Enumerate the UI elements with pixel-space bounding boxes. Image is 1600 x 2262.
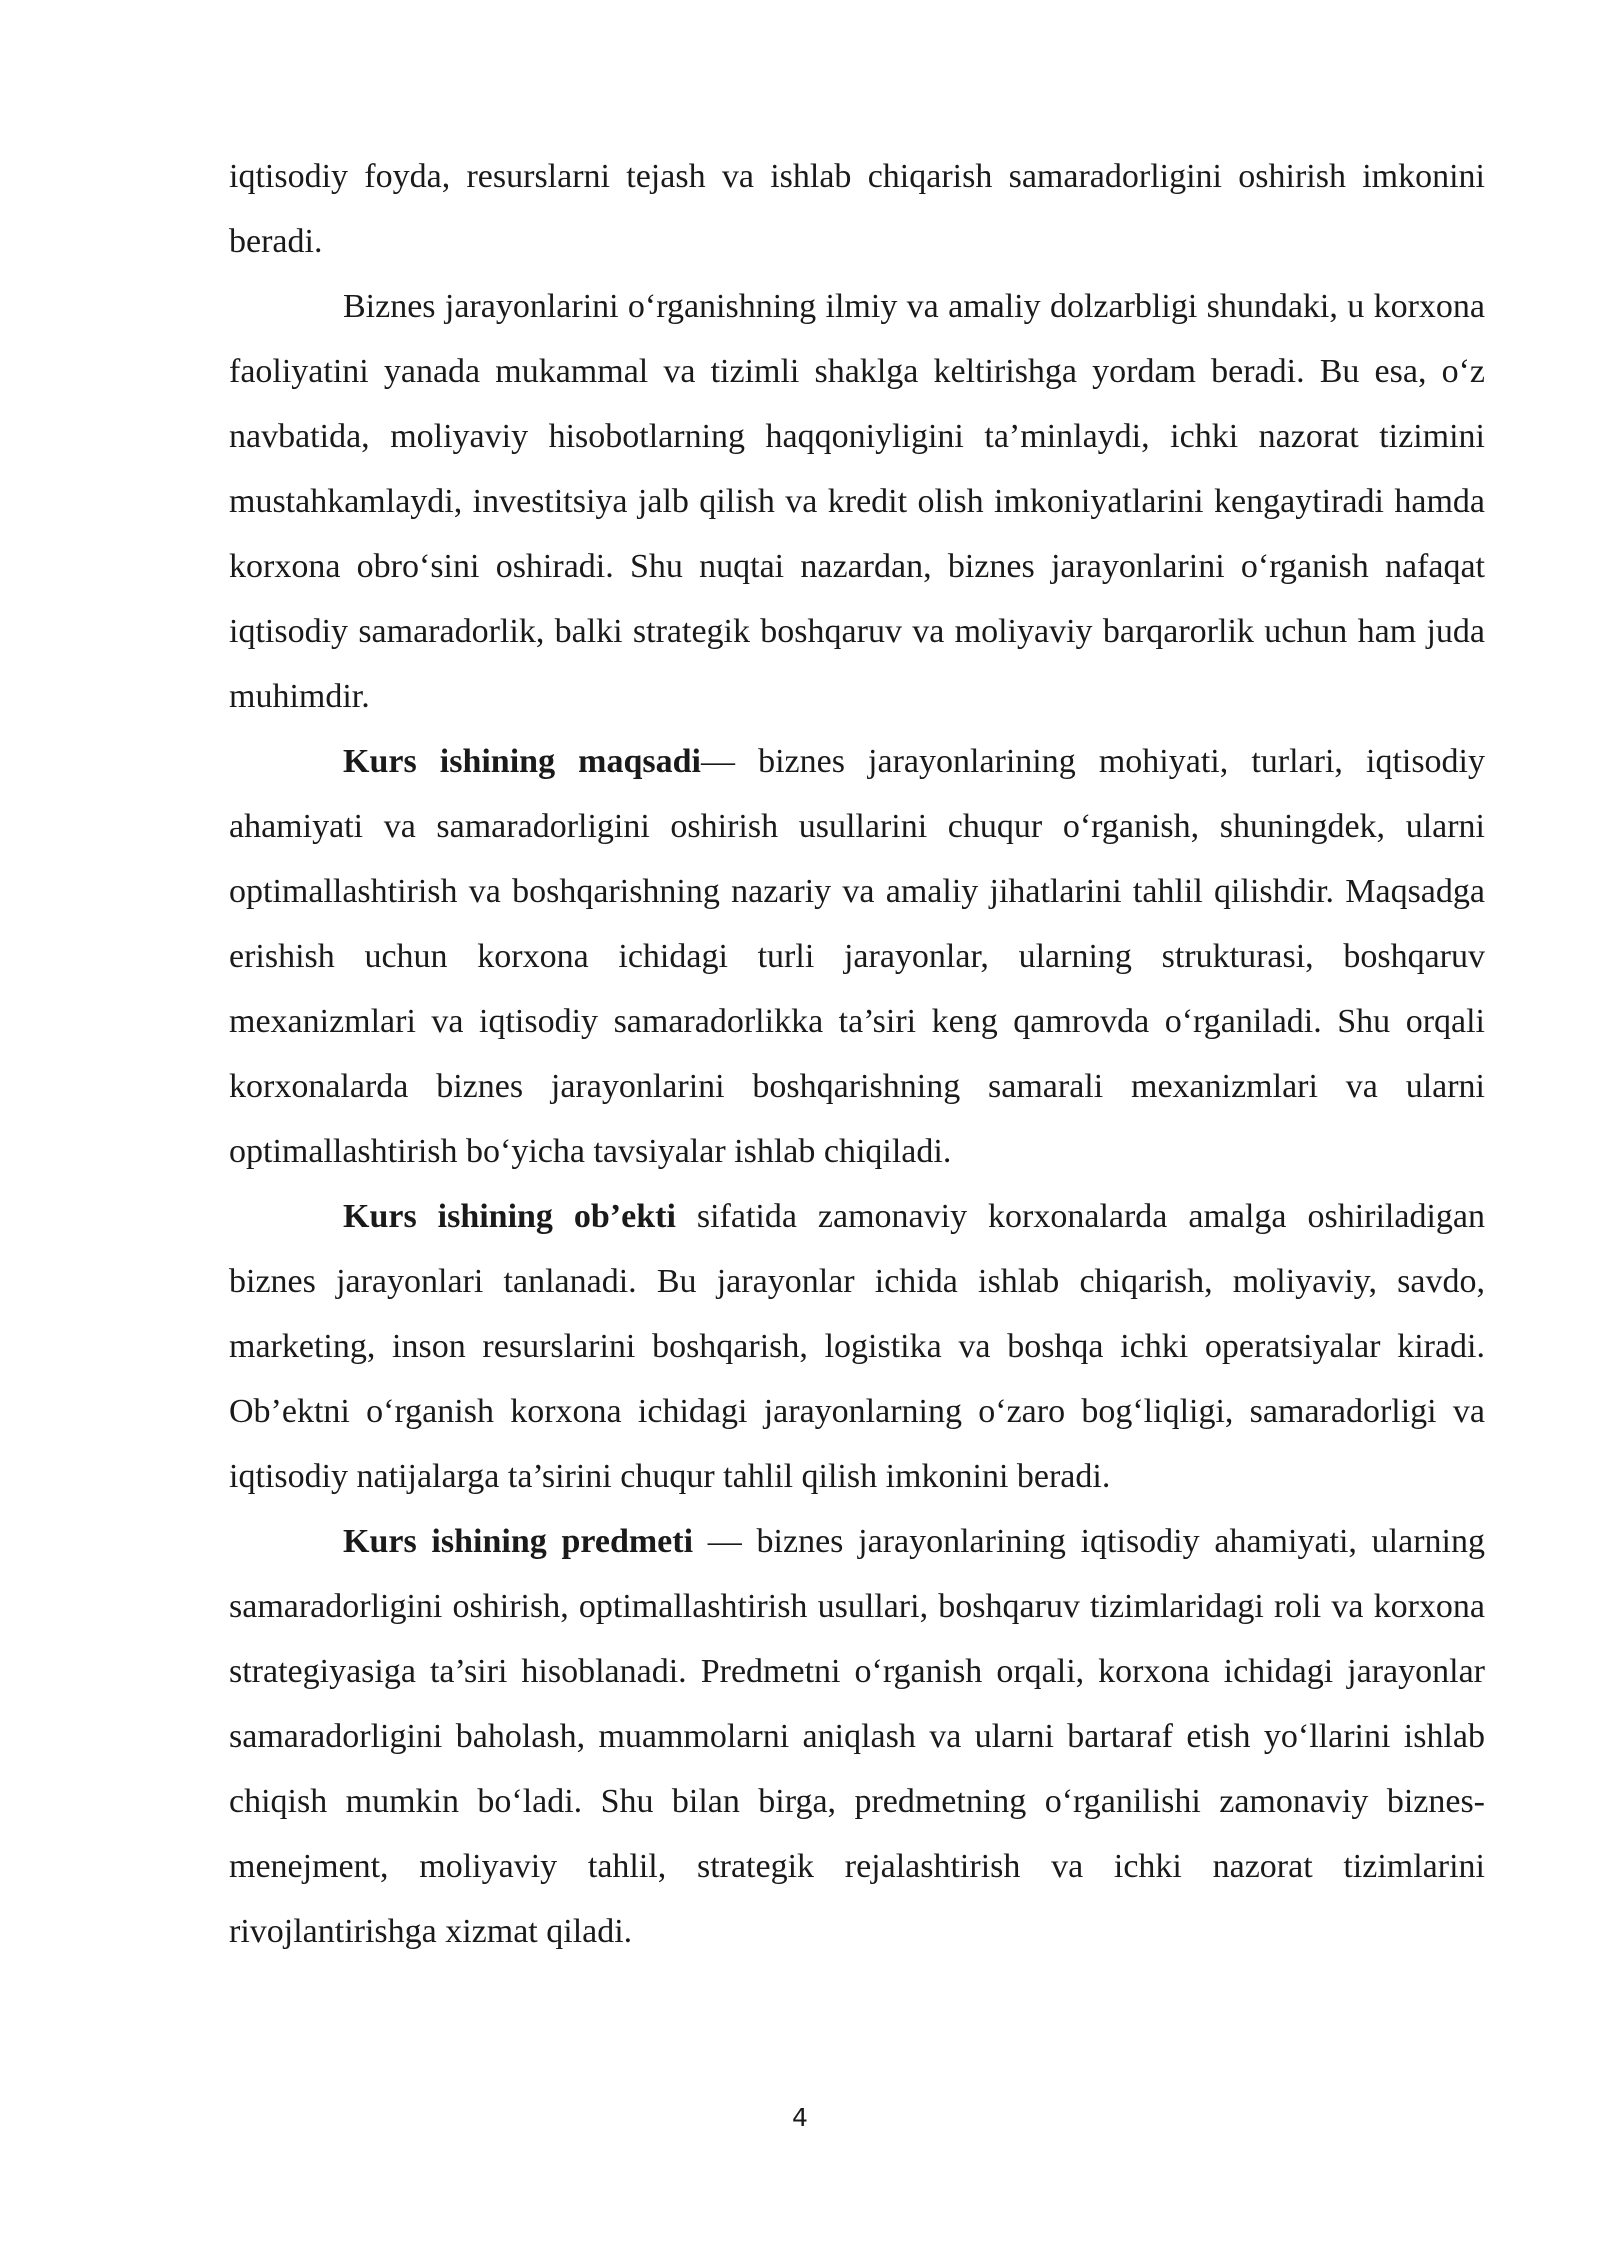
paragraph-subject (229, 1509, 1485, 1964)
paragraph-text: Biznes jarayonlarini o‘rganishning ilmiy va amaliy dolzarbligi shundaki, u korxona faoliyatini yanada mukammal va tizimli shaklga keltirishga yordam beradi. Bu esa, o‘z navbatida, moliyaviy hisobotlarning haqqoniyligini ta’minlaydi, ichki nazorat tizimini mustahkamlaydi, investitsiya jalb qilish va kredit olish imkoniyatlarini kengaytiradi hamda korxona obro‘sini oshiradi. Shu nuqtai nazardan, biznes jarayonlarini o‘rganish nafaqat iqtisodiy samaradorlik, balki strategik boshqaruv va moliyaviy barqarorlik uchun ham juda muhimdir. (229, 288, 1485, 715)
paragraph-goal (229, 729, 1485, 1184)
paragraph-lead-heading: Kurs ishining ob’ekti (343, 1198, 676, 1235)
paragraph-lead-heading: Kurs ishining maqsadi (343, 743, 701, 780)
paragraph-intro-continuation (229, 144, 1485, 274)
paragraph-relevance (229, 274, 1485, 729)
document-body (229, 144, 1485, 1964)
page-number: 4 (792, 2103, 808, 2132)
paragraph-text: iqtisodiy foyda, resurslarni tejash va ishlab chiqarish samaradorligini oshirish imkonini beradi. (229, 158, 1485, 260)
paragraph-lead-heading: Kurs ishining predmeti (343, 1523, 694, 1560)
paragraph-text: — biznes jarayonlarining iqtisodiy ahamiyati, ularning samaradorligini oshirish, optimallashtirish usullari, boshqaruv tizimlaridagi roli va korxona strategiyasiga ta’siri hisoblanadi. Predmetni o‘rganish orqali, korxona ichidagi jarayonlar samaradorligini baholash, muammolarni aniqlash va ularni bartaraf etish yo‘llarini ishlab chiqish mumkin bo‘ladi. Shu bilan birga, predmetning o‘rganilishi zamonaviy biznes-menejment, moliyaviy tahlil, strategik rejalashtirish va ichki nazorat tizimlarini rivojlantirishga xizmat qiladi. (229, 1523, 1485, 1950)
paragraph-text: — biznes jarayonlarining mohiyati, turlari, iqtisodiy ahamiyati va samaradorligini oshirish usullarini chuqur o‘rganish, shuningdek, ularni optimallashtirish va boshqarishning nazariy va amaliy jihatlarini tahlil qilishdir. Maqsadga erishish uchun korxona ichidagi turli jarayonlar, ularning strukturasi, boshqaruv mexanizmlari va iqtisodiy samaradorlikka ta’siri keng qamrovda o‘rganiladi. Shu orqali korxonalarda biznes jarayonlarini boshqarishning samarali mexanizmlari va ularni optimallashtirish bo‘yicha tavsiyalar ishlab chiqiladi. (229, 743, 1486, 1170)
paragraph-object (229, 1184, 1485, 1509)
paragraph-text: sifatida zamonaviy korxonalarda amalga oshiriladigan biznes jarayonlari tanlanadi. Bu jarayonlar ichida ishlab chiqarish, moliyaviy, savdo, marketing, inson resurslarini boshqarish, logistika va boshqa ichki operatsiyalar kiradi. Ob’ektni o‘rganish korxona ichidagi jarayonlarning o‘zaro bog‘liqligi, samaradorligi va iqtisodiy natijalarga ta’sirini chuqur tahlil qilish imkonini beradi. (229, 1198, 1485, 1495)
